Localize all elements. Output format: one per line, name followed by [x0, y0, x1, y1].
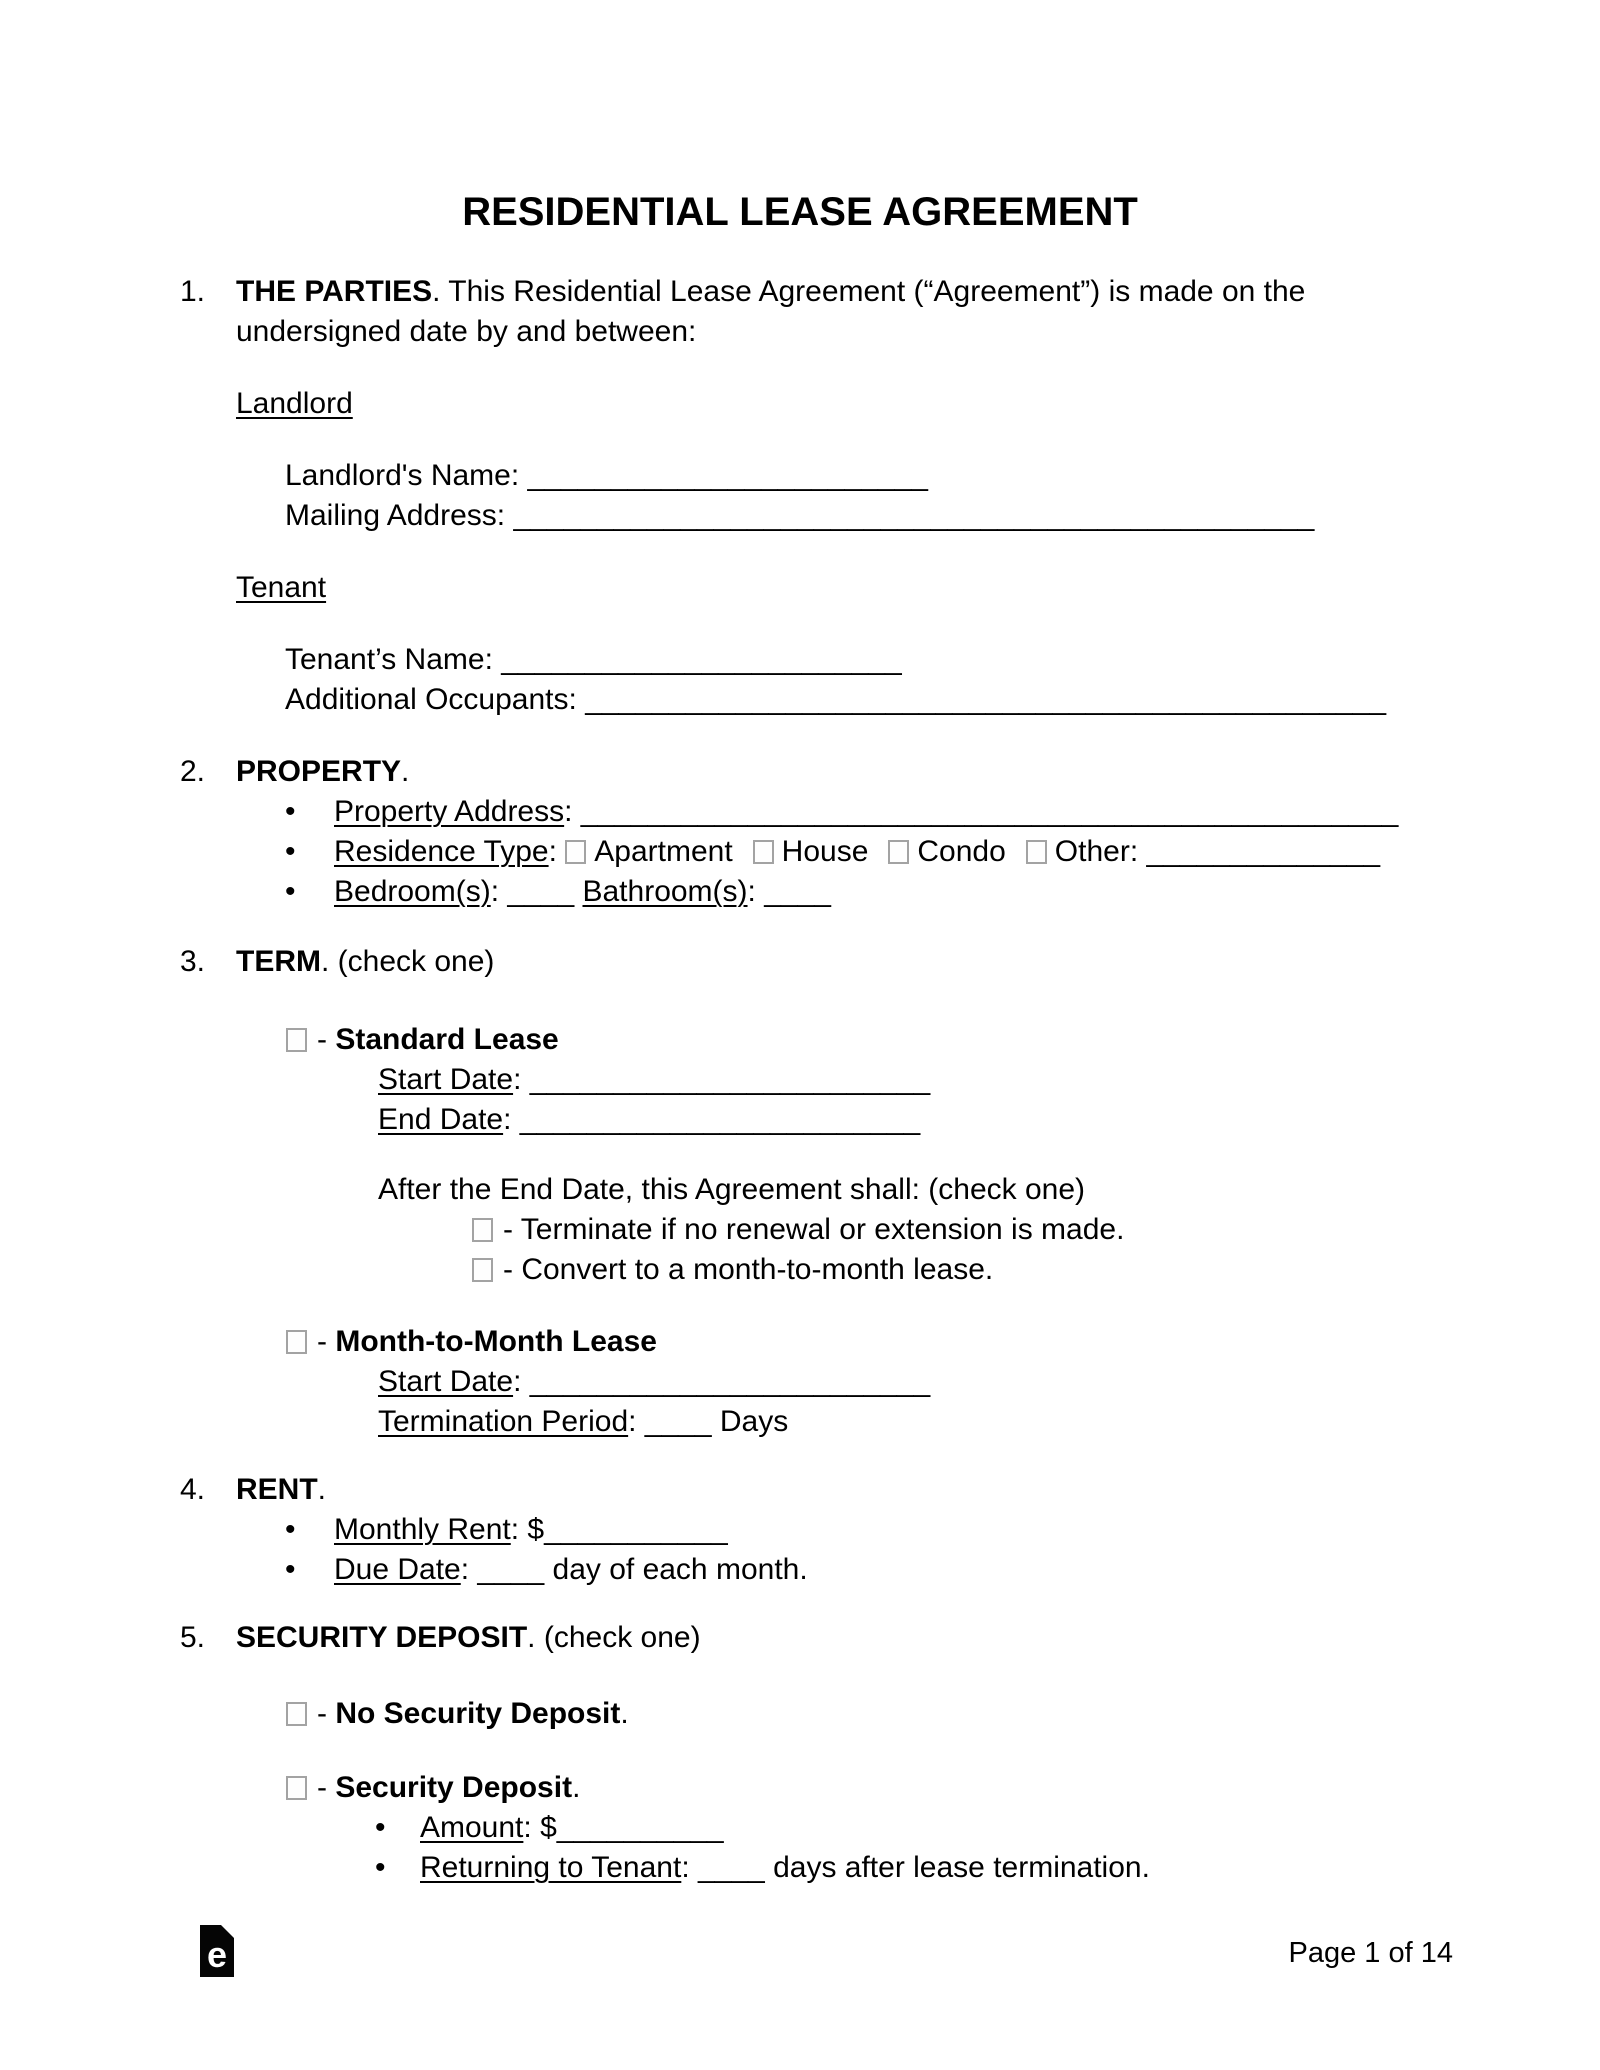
- section-number: 2.: [180, 755, 206, 788]
- bedrooms-bathrooms-item: • Bedroom(s): ____ Bathroom(s): ____: [285, 872, 1420, 912]
- property-address-item: • Property Address: _________________________________________________: [285, 792, 1420, 832]
- bathrooms-label: Bathroom(s): [582, 875, 748, 908]
- apartment-checkbox[interactable]: [565, 840, 586, 864]
- security-deposit-checkbox[interactable]: [286, 1776, 307, 1800]
- returning-to-tenant-item: • Returning to Tenant: ____ days after lease termination.: [375, 1848, 1420, 1888]
- other-blank[interactable]: ______________: [1146, 835, 1381, 868]
- monthly-rent-blank[interactable]: ___________: [544, 1513, 728, 1546]
- eforms-logo-icon: [200, 1925, 234, 1977]
- mailing-address-line: Mailing Address: ________________________________________________: [285, 499, 1315, 532]
- terminate-checkbox[interactable]: [472, 1218, 493, 1242]
- standard-lease-checkbox[interactable]: [286, 1028, 307, 1052]
- section-number: 1.: [180, 275, 206, 308]
- landlord-subheading: Landlord: [236, 387, 353, 420]
- m2m-start-date-line: Start Date: ________________________: [378, 1365, 931, 1398]
- start-date-label: Start Date: [378, 1063, 514, 1096]
- bullet-icon: •: [285, 835, 296, 868]
- section-rent-heading: 4. RENT.: [180, 1470, 1420, 1510]
- tenant-name-label: Tenant’s Name: [285, 643, 485, 676]
- section-number: 5.: [180, 1621, 206, 1654]
- page-number: Page 1 of 14: [1288, 1937, 1453, 1969]
- start-date-blank[interactable]: ________________________: [529, 1063, 931, 1096]
- bullet-icon: •: [285, 875, 296, 908]
- tenant-name-blank[interactable]: ________________________: [501, 643, 902, 676]
- month-to-month-label: Month-to-Month Lease: [335, 1325, 657, 1358]
- bullet-icon: •: [375, 1811, 386, 1844]
- month-to-month-option: - Month-to-Month Lease: [286, 1322, 1420, 1362]
- additional-occupants-blank[interactable]: ________________________________________________: [585, 683, 1387, 716]
- bullet-icon: •: [285, 1513, 296, 1546]
- amount-label: Amount: [420, 1811, 524, 1844]
- residence-type-label: Residence Type: [334, 835, 549, 868]
- start-date-label: Start Date: [378, 1365, 514, 1398]
- amount-blank[interactable]: __________: [556, 1811, 724, 1844]
- m2m-start-date-blank[interactable]: ________________________: [529, 1365, 931, 1398]
- landlord-name-line: Landlord's Name: ________________________: [285, 459, 928, 492]
- landlord-name-blank[interactable]: ________________________: [527, 459, 928, 492]
- due-date-item: • Due Date: ____ day of each month.: [285, 1550, 1420, 1590]
- additional-occupants-label: Additional Occupants: [285, 683, 569, 716]
- security-deposit-label: Security Deposit: [335, 1771, 573, 1804]
- condo-checkbox[interactable]: [888, 840, 909, 864]
- section-property-heading: 2. PROPERTY.: [180, 752, 1420, 792]
- section-security-deposit-heading: 5. SECURITY DEPOSIT. (check one): [180, 1618, 1420, 1658]
- after-end-date-text: After the End Date, this Agreement shall: (check one): [378, 1173, 1086, 1206]
- additional-occupants-line: Additional Occupants: ________________________________________________: [285, 683, 1387, 716]
- end-date-label: End Date: [378, 1103, 504, 1136]
- bullet-icon: •: [375, 1851, 386, 1884]
- mailing-address-label: Mailing Address: [285, 499, 497, 532]
- monthly-rent-label: Monthly Rent: [334, 1513, 511, 1546]
- standard-end-date-line: End Date: ________________________: [378, 1103, 921, 1136]
- convert-option: - Convert to a month-to-month lease.: [472, 1250, 1420, 1290]
- bathrooms-blank[interactable]: ____: [764, 875, 831, 908]
- due-date-label: Due Date: [334, 1553, 461, 1586]
- section-term-heading: 3. TERM. (check one): [180, 942, 1420, 982]
- due-date-blank[interactable]: ____: [477, 1553, 545, 1586]
- bullet-icon: •: [285, 1553, 296, 1586]
- tenant-subheading: Tenant: [236, 571, 327, 604]
- mailing-address-blank[interactable]: ________________________________________________: [513, 499, 1315, 532]
- no-security-deposit-option: - No Security Deposit.: [286, 1694, 1420, 1734]
- returning-to-tenant-label: Returning to Tenant: [420, 1851, 682, 1884]
- section-number: 4.: [180, 1473, 206, 1506]
- landlord-name-label: Landlord's Name: [285, 459, 511, 492]
- security-deposit-option: - Security Deposit.: [286, 1768, 1420, 1808]
- bullet-icon: •: [285, 795, 296, 828]
- no-security-deposit-checkbox[interactable]: [286, 1702, 307, 1726]
- returning-blank[interactable]: ____: [697, 1851, 765, 1884]
- bedrooms-blank[interactable]: ____: [507, 875, 575, 908]
- option-other: Other: ______________: [1026, 835, 1380, 868]
- standard-start-date-line: Start Date: ________________________: [378, 1063, 931, 1096]
- month-to-month-checkbox[interactable]: [286, 1330, 307, 1354]
- tenant-name-line: Tenant’s Name: ________________________: [285, 643, 902, 676]
- option-house: House: [753, 835, 869, 868]
- bedrooms-label: Bedroom(s): [334, 875, 491, 908]
- property-address-blank[interactable]: _________________________________________________: [580, 795, 1399, 828]
- property-address-label: Property Address: [334, 795, 565, 828]
- section-parties-heading: 1. THE PARTIES. This Residential Lease Agreement (“Agreement”) is made on the undersigned date by and between:: [180, 272, 1420, 352]
- standard-lease-option: - Standard Lease: [286, 1020, 1420, 1060]
- standard-lease-label: Standard Lease: [335, 1023, 559, 1056]
- terminate-option: - Terminate if no renewal or extension is made.: [472, 1210, 1420, 1250]
- termination-period-blank[interactable]: ____: [644, 1405, 712, 1438]
- house-checkbox[interactable]: [753, 840, 774, 864]
- convert-checkbox[interactable]: [472, 1258, 493, 1282]
- no-security-deposit-label: No Security Deposit: [335, 1697, 621, 1730]
- end-date-blank[interactable]: ________________________: [519, 1103, 921, 1136]
- termination-period-label: Termination Period: [378, 1405, 629, 1438]
- residence-type-item: • Residence Type: Apartment House Condo Other: ______________: [285, 832, 1420, 872]
- termination-period-line: Termination Period: ____ Days: [378, 1405, 789, 1438]
- page-title: RESIDENTIAL LEASE AGREEMENT: [462, 190, 1138, 234]
- amount-item: • Amount: $__________: [375, 1808, 1420, 1848]
- monthly-rent-item: • Monthly Rent: $___________: [285, 1510, 1420, 1550]
- other-checkbox[interactable]: [1026, 840, 1047, 864]
- option-condo: Condo: [888, 835, 1005, 868]
- logo-letter: e: [206, 1934, 228, 1975]
- option-apartment: Apartment: [565, 835, 732, 868]
- section-number: 3.: [180, 945, 206, 978]
